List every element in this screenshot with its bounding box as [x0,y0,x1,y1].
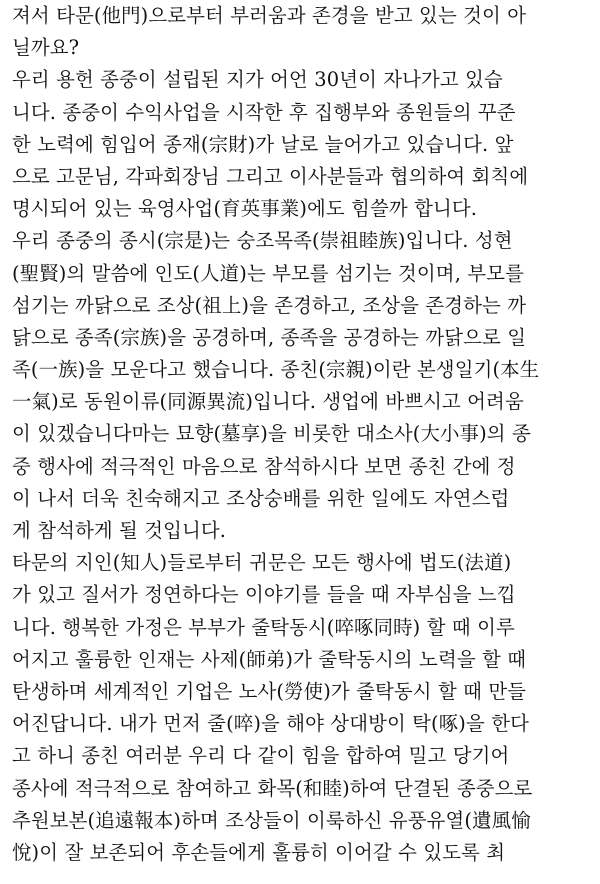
text-line: 이 나서 더욱 친숙해지고 조상숭배를 위한 일에도 자연스럽 [12,486,510,510]
text-line: 닭으로 종족(宗族)을 공경하며, 종족을 공경하는 까닭으로 일 [12,325,527,349]
text-line: 족(一族)을 모운다고 했습니다. 종친(宗親)이란 본생일기(本生 [12,358,540,382]
text-line: 어진답니다. 내가 먼저 줄(啐)을 해야 상대방이 탁(啄)을 한다 [12,712,529,736]
text-line: 어지고 훌륭한 인재는 사제(師弟)가 줄탁동시의 노력을 할 때 [12,647,527,671]
text-line: 게 참석하게 될 것입니다. [12,519,227,542]
text-line: 중 행사에 적극적인 마음으로 참석하시다 보면 종친 간에 정 [12,454,516,478]
text-line: (聖賢)의 말씀에 인도(人道)는 부모를 섬기는 것이며, 부모를 [12,261,524,285]
text-line: 명시되어 있는 육영사업(育英事業)에도 힘쓸까 합니다. [12,197,478,221]
text-line: 이 있겠습니다마는 묘향(墓享)을 비롯한 대소사(大小事)의 종 [12,422,531,446]
text-line: 우리 용헌 종중이 설립된 지가 어언 30년이 자나가고 있습 [12,68,503,92]
text-line: 져서 타문(他門)으로부터 부러움과 존경을 받고 있는 것이 아 [12,4,527,27]
text-line: 섬기는 까닭으로 조상(祖上)을 존경하고, 조상을 존경하는 까 [12,293,527,317]
text-line: 닐까요? [12,36,80,60]
text-line: 一氣)로 동원이류(同源異流)입니다. 생업에 바쁘시고 어려움 [12,390,524,414]
text-line: 탄생하며 세계적인 기업은 노사(勞使)가 줄탁동시 할 때 만들 [12,679,527,703]
text-line: 고 하니 종친 여러분 우리 다 같이 힘을 합하여 밀고 당기어 [12,744,510,768]
text-line: 한 노력에 힘입어 종재(宗財)가 날로 늘어가고 있습니다. 앞 [12,132,514,156]
text-line: 우리 종중의 종시(宗是)는 숭조목족(崇祖睦族)입니다. 성현 [12,229,513,253]
text-line: 타문의 지인(知人)들로부터 귀문은 모든 행사에 법도(法道) [12,551,512,575]
text-line: 종사에 적극적으로 참여하고 화목(和睦)하여 단결된 종중으로 [12,776,533,800]
text-line: 니다. 행복한 가정은 부부가 줄탁동시(啐啄同時) 할 때 이루 [12,615,515,639]
text-line: 悅)이 잘 보존되어 후손들에게 훌륭히 이어갈 수 있도록 최 [12,840,506,864]
text-line: 가 있고 질서가 정연하다는 이야기를 들을 때 자부심을 느낍 [12,583,516,607]
text-line: 추원보본(追遠報本)하며 조상들이 이룩하신 유풍유열(遺風愉 [12,808,531,832]
body-text [12,0,592,869]
text-line: 으로 고문님, 각파회장님 그리고 이사분들과 협의하여 회칙에 [12,164,529,188]
text-line: 니다. 종중이 수익사업을 시작한 후 집행부와 종원들의 꾸준 [12,100,516,124]
